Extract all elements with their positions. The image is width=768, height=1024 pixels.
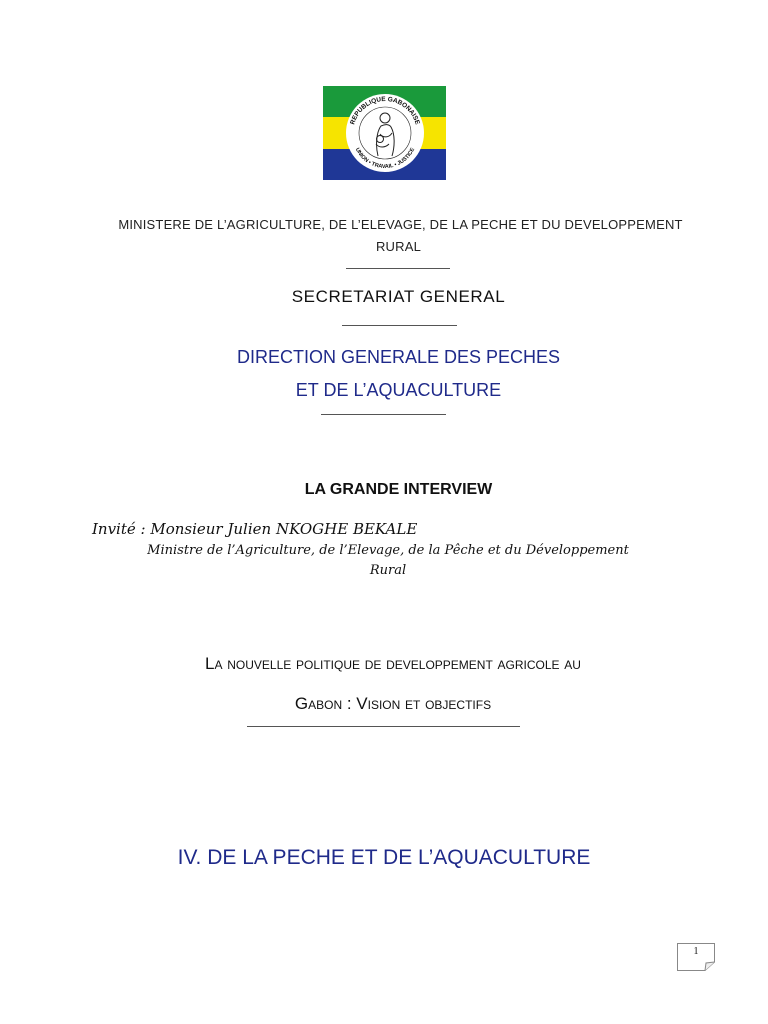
minister-line-1: Ministre de l’Agriculture, de l’Elevage, de la Pêche et du Développement	[147, 543, 629, 558]
secretariat-heading: SECRETARIAT GENERAL	[291, 287, 506, 306]
ministry-line-2: RURAL	[375, 239, 422, 254]
section-title: IV. DE LA PECHE ET DE L’AQUACULTURE	[177, 846, 591, 869]
direction-heading	[0, 341, 768, 407]
policy-line-1: La nouvelle politique de developpement agricole au	[205, 654, 581, 673]
ministry-line-1: MINISTERE DE L’AGRICULTURE, DE L’ELEVAGE, DE LA PECHE ET DU DEVELOPPEMENT	[118, 217, 683, 232]
separator-3	[321, 414, 446, 415]
minister-title	[110, 541, 666, 581]
separator-4	[247, 726, 520, 727]
ministry-heading	[0, 214, 768, 258]
page-number: 1	[693, 946, 699, 957]
interview-title: LA GRANDE INTERVIEW	[304, 481, 493, 498]
direction-line-1: DIRECTION GENERALE DES PECHES	[236, 347, 561, 367]
separator-1	[346, 268, 450, 269]
guest-line: Invité : Monsieur Julien NKOGHE BEKALE	[92, 520, 418, 538]
policy-line-2: Gabon : Vision et objectifs	[294, 694, 492, 713]
emblem-top-text: REPUBLIQUE GABONAISE	[349, 95, 421, 126]
separator-2	[342, 325, 457, 326]
minister-line-2: Rural	[369, 563, 407, 578]
emblem-bottom-text: UNION • TRAVAIL • JUSTICE	[353, 147, 417, 171]
policy-title	[0, 644, 768, 724]
gabon-flag-emblem	[323, 86, 446, 180]
direction-line-2: ET DE L’AQUACULTURE	[295, 380, 502, 400]
